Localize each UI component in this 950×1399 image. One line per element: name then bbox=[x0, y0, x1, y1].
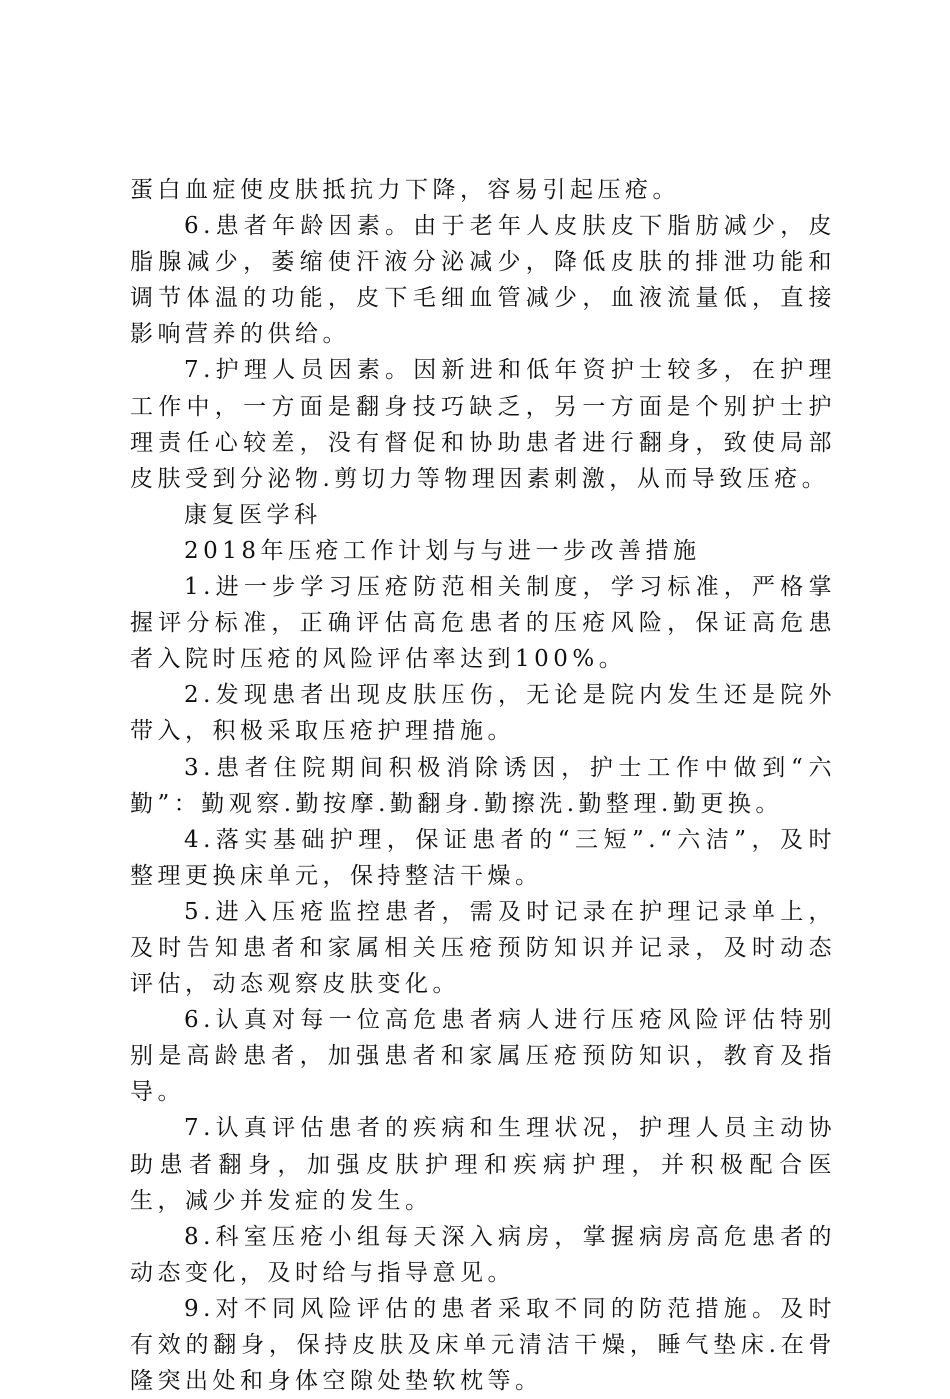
paragraph: 9.对不同风险评估的患者采取不同的防范措施。及时有效的翻身，保持皮肤及床单元清洁干燥，睡气垫床.在骨隆突出处和身体空隙处垫软枕等。 bbox=[130, 1295, 836, 1395]
document-body bbox=[130, 172, 836, 1399]
paragraph: 6.患者年龄因素。由于老年人皮肤皮下脂肪减少，皮脂腺减少，萎缩使汗液分泌减少，降低皮肤的排泄功能和调节体温的功能，皮下毛细血管减少，血液流量低，直接影响营养的供给。 bbox=[130, 213, 836, 348]
paragraph: 3.患者住院期间积极消除诱因，护士工作中做到“六勤”：勤观察.勤按摩.勤翻身.勤擦洗.勤整理.勤更换。 bbox=[130, 754, 836, 817]
paragraph: 7.认真评估患者的疾病和生理状况，护理人员主动协助患者翻身，加强皮肤护理和疾病护理，并积极配合医生，减少并发症的发生。 bbox=[130, 1115, 836, 1214]
department-heading: 康复医学科 bbox=[184, 501, 322, 528]
paragraph: 蛋白血症使皮肤抵抗力下降，容易引起压疮。 bbox=[130, 177, 680, 203]
paragraph: 8.科室压疮小组每天深入病房，掌握病房高危患者的动态变化，及时给与指导意见。 bbox=[130, 1223, 836, 1286]
paragraph: 2.发现患者出现皮肤压伤，无论是院内发生还是院外带入，积极采取压疮护理措施。 bbox=[130, 682, 836, 745]
paragraph: 5.进入压疮监控患者，需及时记录在护理记录单上，及时告知患者和家属相关压疮预防知识并记录，及时动态评估，动态观察皮肤变化。 bbox=[130, 898, 836, 998]
paragraph: 1.进一步学习压疮防范相关制度，学习标准，严格掌握评分标准，正确评估高危患者的压疮风险，保证高危患者入院时压疮的风险评估率达到100%。 bbox=[130, 574, 836, 673]
paragraph: 7.护理人员因素。因新进和低年资护士较多，在护理工作中，一方面是翻身技巧缺乏，另一方面是个别护士护理责任心较差，没有督促和协助患者进行翻身，致使局部皮肤受到分泌物.剪切力等物理因素刺激，从而导致压疮。 bbox=[130, 357, 836, 492]
paragraph: 6.认真对每一位高危患者病人进行压疮风险评估特别别是高龄患者，加强患者和家属压疮预防知识，教育及指导。 bbox=[130, 1007, 836, 1106]
section-heading: 2018年压疮工作计划与与进一步改善措施 bbox=[184, 537, 701, 564]
paragraph: 4.落实基础护理，保证患者的“三短”.“六洁”，及时整理更换床单元，保持整洁干燥。 bbox=[130, 826, 836, 889]
